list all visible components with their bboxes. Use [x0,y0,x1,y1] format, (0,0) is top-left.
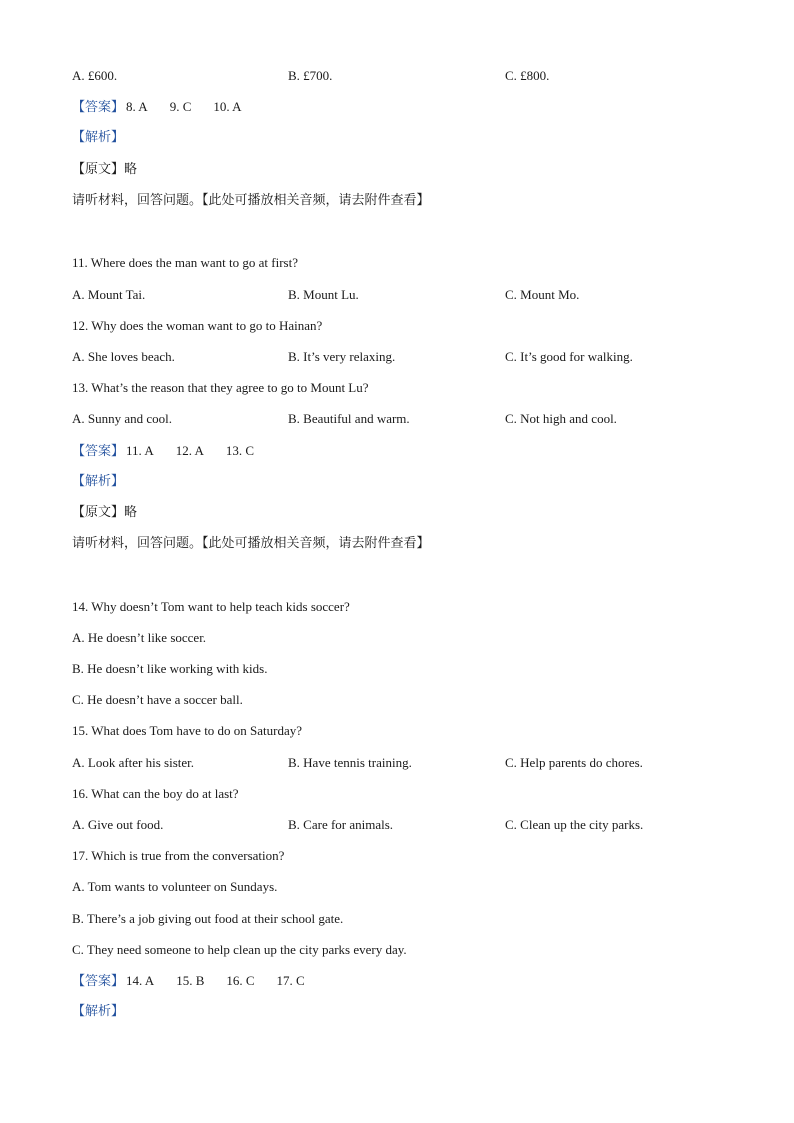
option-a: A. Give out food. [72,817,164,832]
question-17-option-b: B. There’s a job giving out food at their school gate. [72,911,344,926]
answer-item: 10. A [213,99,242,114]
answer-line-2 [72,442,254,461]
option-c: C. Clean up the city parks. [505,817,644,832]
listening-instruction-1: 请听材料，回答问题。【此处可播放相关音频，请去附件查看】 [72,193,430,208]
original-text-1: 【原文】略 [72,162,138,177]
answer-item: 17. C [276,973,305,988]
answer-tag: 【答案】 [72,444,125,459]
analysis-tag-3: 【解析】 [72,1004,125,1019]
answer-item: 11. A [126,443,154,458]
option-b: B. Care for animals. [288,817,394,832]
original-text-2: 【原文】略 [72,505,138,520]
analysis-tag-2: 【解析】 [72,474,125,489]
question-14: 14. Why doesn’t Tom want to help teach kids soccer? [72,599,350,614]
question-15: 15. What does Tom have to do on Saturday? [72,723,303,738]
answer-item: 14. A [126,973,155,988]
answer-item: 9. C [169,99,192,114]
question-14-option-a: A. He doesn’t like soccer. [72,630,207,645]
answer-tag: 【答案】 [72,974,125,989]
answer-item: 12. A [175,443,204,458]
listening-instruction-2: 请听材料，回答问题。【此处可播放相关音频，请去附件查看】 [72,536,430,551]
question-17-option-a: A. Tom wants to volunteer on Sundays. [72,879,278,894]
question-13: 13. What’s the reason that they agree to go to Mount Lu? [72,380,369,395]
answer-tag: 【答案】 [72,100,125,115]
question-17: 17. Which is true from the conversation? [72,848,285,863]
option-a: A. Look after his sister. [72,755,195,770]
answer-item: 15. B [176,973,205,988]
option-c: C. Mount Mo. [505,287,580,302]
question-14-option-b: B. He doesn’t like working with kids. [72,661,268,676]
option-b: B. Mount Lu. [288,287,359,302]
option-a: A. Sunny and cool. [72,411,173,426]
prev-question-options [72,67,732,85]
option-c: C. Not high and cool. [505,411,617,426]
question-14-option-c: C. He doesn’t have a soccer ball. [72,692,243,707]
option-b: B. Have tennis training. [288,755,412,770]
question-17-option-c: C. They need someone to help clean up the city parks every day. [72,942,407,957]
question-11-options [72,286,732,304]
option-c: C. Help parents do chores. [505,755,643,770]
option-b: B. Beautiful and warm. [288,411,410,426]
question-16-options [72,816,732,834]
question-15-options [72,754,732,772]
option-a: A. £600. [72,68,118,83]
option-a: A. Mount Tai. [72,287,146,302]
question-12-options [72,348,732,366]
question-11: 11. Where does the man want to go at first? [72,255,298,270]
option-c: C. £800. [505,68,550,83]
answer-item: 16. C [226,973,255,988]
answer-line-1 [72,98,242,117]
option-b: B. It’s very relaxing. [288,349,396,364]
option-a: A. She loves beach. [72,349,175,364]
question-13-options [72,410,732,428]
answer-line-3 [72,972,305,991]
question-12: 12. Why does the woman want to go to Hainan? [72,318,323,333]
analysis-tag-1: 【解析】 [72,130,125,145]
question-16: 16. What can the boy do at last? [72,786,239,801]
option-c: C. It’s good for walking. [505,349,633,364]
answer-item: 13. C [225,443,255,458]
option-b: B. £700. [288,68,333,83]
answer-item: 8. A [126,99,148,114]
